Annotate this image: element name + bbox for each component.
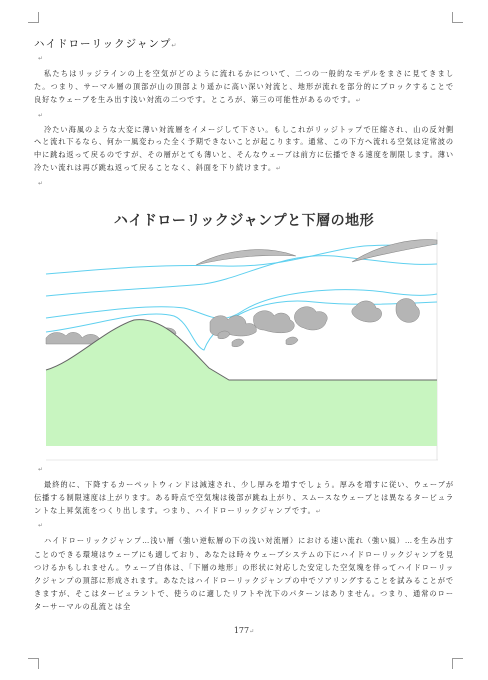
- paragraph-mark: ↵: [355, 97, 362, 105]
- paragraph-1: [34, 67, 454, 108]
- paragraph-mark: ↵: [275, 165, 282, 172]
- terrain-ground: [46, 319, 437, 445]
- crop-mark-bottom-left: [28, 658, 39, 669]
- crop-mark-top-left: [28, 12, 39, 23]
- empty-paragraph: ↵: [38, 522, 44, 530]
- document-body[interactable]: [34, 26, 454, 614]
- terrain-diagram: [34, 192, 454, 462]
- paragraph-mark: ↵: [171, 42, 178, 49]
- empty-paragraph: ↵: [38, 465, 44, 473]
- paragraph-3: [34, 478, 454, 519]
- paragraph-4-text: ハイドローリックジャンプ…浅い層（強い逆転層の下の浅い対流層）における速い流れ（強い風）…を生み出すことのできる環境はウェーブにも適しており、あなたは時々ウェーブシステムの下にハイドローリックジャンプを見つけるかもしれません。ウェーブ自体は、「下層の地形」の形状に対応した安定した空気塊を伴ってハイドローリックジャンプの頂部に形成されます。あなたはハイドローリックジャンプの中でソアリングすることを試みることができますが、そこはタービュラントで、使うのに適したリフトや沈下のパターンはありません。つまり、通常のローターサーマルの乱流とは全: [34, 536, 454, 612]
- crop-mark-bottom-right: [452, 658, 463, 669]
- paragraph-2-text: 冷たい海風のような大変に薄い対流層をイメージして下さい。もしこれがリッジトップで圧縮され、山の反対側へと流れ下るなら、何か一風変わった全く予期できないことが起こります。通常、この下方へ流れる空気は定常波の中に跳ね返って戻るのですが、その層がとても薄いと、そんなウェーブは前方に伝播できる速度を制限します。薄い冷たい流れは再び跳ね返って戻ることなく、斜面を下り続けます。: [34, 124, 454, 172]
- paragraph-4: [34, 534, 454, 613]
- empty-paragraph: ↵: [38, 55, 44, 62]
- figure-title: ハイドローリックジャンプと下層の地形: [113, 212, 375, 229]
- lenticular-clouds: [196, 239, 437, 264]
- paragraph-1-text: 私たちはリッジラインの上を空気がどのように流れるかについて、二つの一般的なモデルをまさに見てきました。つまり、サーマル層の頂部が山の頂部より遥かに高い深い対流と、地形が流れを部分的にブロックすることで良好なウェーブを生み出す浅い対流の二つです。ところが、第三の可能性があるのです。: [34, 69, 454, 105]
- paragraph-3-text: 最終的に、下降するカーペットウィンドは減速され、少し厚みを増すでしょう。厚みを増すに従い、ウェーブが伝播する制限速度は上がります。ある時点で空気塊は後部が跳ね上がり、スムースなウェーブとは異なるタービュラントな上昇気流をつくり出します。つまり、ハイドローリックジャンプです。: [34, 479, 454, 516]
- paragraph-mark: ↵: [315, 508, 322, 516]
- section-title: [34, 36, 454, 51]
- paragraph-mark: ↵: [249, 628, 255, 635]
- empty-paragraph: ↵: [38, 179, 44, 187]
- hydraulic-jump-figure: [34, 192, 454, 462]
- paragraph-2: [34, 124, 454, 176]
- empty-paragraph: ↵: [38, 111, 44, 119]
- crop-mark-top-right: [452, 12, 463, 23]
- page-number-text: 177: [233, 626, 250, 635]
- page-number: [0, 626, 488, 635]
- section-title-text: ハイドローリックジャンプ: [34, 38, 172, 50]
